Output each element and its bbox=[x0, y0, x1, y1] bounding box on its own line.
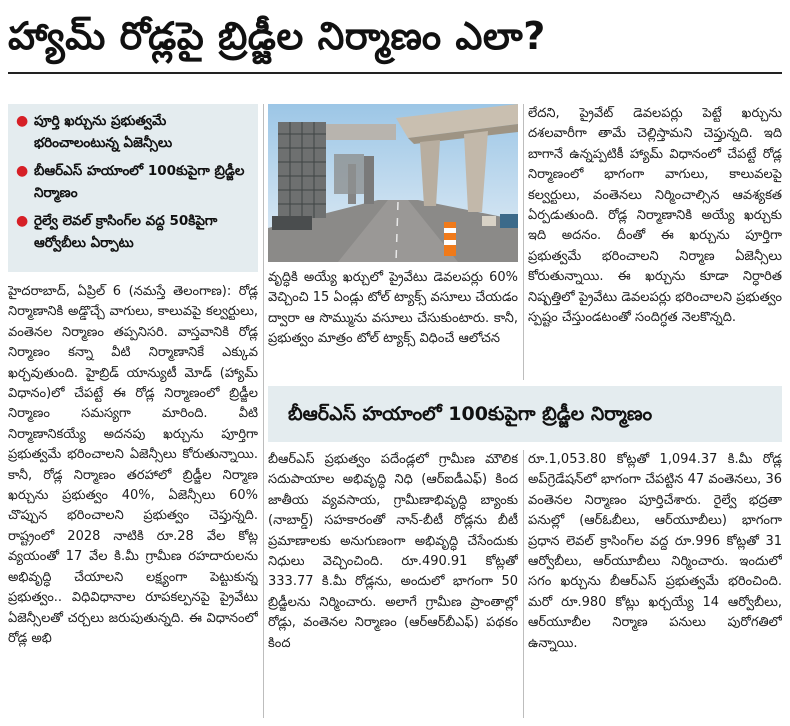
article-paragraph: రూ.1,053.80 కోట్లతో 1,094.37 కి.మీ రోడ్ల అప్‌గ్రెడేషన్‌లో భాగంగా చేపట్టిన 47 వంతెనలు, 36 వంతెనల నిర్మాణం పూర్తిచేశారు. రైల్వే భద్రతా పనుల్లో (ఆర్ఓబీలు, ఆర్‌యూబీలు) భాగంగా ప్రధాన లెవల్ క్రాసింగ్‌ల వద్ద రూ.996 కోట్లతో 31 ఆర్వోబీలు, ఆర్‌యూబీలు నిర్మించారు. ఇందులో సగం ఖర్చును బీఆర్ఎస్ ప్రభుత్వమే భరించింది. మరో రూ.980 కోట్లు ఖర్చయ్యే 14 ఆర్వోబీలు, ఆర్‌యూబీల నిర్మాణ పనులు పురోగతిలో ఉన్నాయి. bbox=[528, 452, 782, 651]
column-divider bbox=[523, 104, 524, 380]
article-column-2-bottom bbox=[268, 450, 518, 718]
highlight-text: బీఆర్ఎస్ హయాంలో 100కుపైగా బ్రిడ్జీల నిర్మాణం bbox=[34, 163, 245, 201]
column-divider bbox=[523, 450, 524, 718]
bullet-icon: ● bbox=[16, 163, 29, 179]
highlight-item bbox=[16, 110, 252, 154]
article-column-1 bbox=[8, 282, 258, 718]
flyover-illustration bbox=[268, 104, 518, 262]
highlights-box bbox=[8, 104, 258, 272]
highlight-item bbox=[16, 210, 252, 254]
highlight-text: రైల్వే లెవల్ క్రాసింగ్‌ల వద్ద 50కిపైగా ఆర్వోబీలు ఏర్పాటు bbox=[34, 213, 218, 251]
bullet-icon: ● bbox=[16, 213, 29, 229]
bridge-construction-photo bbox=[268, 104, 518, 262]
highlight-text: పూర్తి ఖర్చును ప్రభుత్వమే భరించాలంటున్న ఏజెన్సీలు bbox=[34, 113, 173, 151]
article-paragraph: వృద్ధికి అయ్యే ఖర్చులో ప్రైవేటు డెవలపర్లు 60% వెచ్చించి 15 ఏండ్లు టోల్ ట్యాక్స్ వసూలు చేయడం ద్వారా ఆ సొమ్మును వసూలు చేసుకుంటారు. కానీ, ప్రభుత్వం మాత్రం టోల్ ట్యాక్స్ విధించే ఆలోచన bbox=[268, 270, 518, 347]
article-column-3-bottom bbox=[528, 450, 782, 718]
section-subheading: బీఆర్ఎస్ హయాంలో 100కుపైగా బ్రిడ్జీల నిర్మాణం bbox=[268, 386, 782, 442]
bullet-icon: ● bbox=[16, 113, 29, 129]
article-paragraph: లేదని, ప్రైవేట్ డెవలపర్లు పెట్టే ఖర్చును దశలవారీగా తామే చెల్లిస్తామని చెప్తున్నది. ఇది బాగానే ఉన్నప్పటికీ హ్యామ్ విధానంలో చేపట్టే రోడ్ల నిర్మాణంలో భాగంగా వాగులు, కాలువలపై కల్వర్టులు, వంతెనలు నిర్మించాల్సిన ఆవశ్యకత ఏర్పడుతుంది. రోడ్ల నిర్మాణానికి అయ్యే ఖర్చుకు ఇది అదనం. దీంతో ఈ ఖర్చును పూర్తిగా ప్రభుత్వమే భరించాలని నిర్మాణ ఏజెన్సీలు కోరుతున్నాయి. ఈ ఖర్చును కూడా నిర్ధారిత నిష్పత్తిలో ప్రైవేటు డెవలపర్లు భరించాలని ప్రభుత్వం స్పష్టం చేస్తుండటంతో సందిగ్ధత నెలకొన్నది. bbox=[528, 106, 782, 326]
column-divider bbox=[263, 104, 264, 718]
highlight-item bbox=[16, 160, 252, 204]
headline-rule bbox=[8, 72, 782, 74]
article-column-3-top bbox=[528, 104, 782, 380]
article-paragraph: బీఆర్ఎస్ ప్రభుత్వం పదేండ్లలో గ్రామీణ మౌలిక సదుపాయాల అభివృద్ధి నిధి (ఆర్ఐడీఎఫ్) కింద జాతీయ వ్యవసాయ, గ్రామీణాభివృద్ధి బ్యాంకు (నాబార్డ్) సహకారంతో నాన్-బీటీ రోడ్లను బీటీ ప్రమాణాలకు అనుగుణంగా అభివృద్ధి చేసేందుకు నిధులు వెచ్చించింది. రూ.490.91 కోట్లతో 333.77 కి.మీ రోడ్లను, అందులో భాగంగా 50 బ్రిడ్జీలను నిర్మించారు. అలాగే గ్రామీణ ప్రాంతాల్లో రోడ్లు, వంతెనల నిర్మాణం (ఆర్ఆర్‌బీఎఫ్) పథకం కింద bbox=[268, 452, 518, 651]
headline: హ్యామ్ రోడ్లపై బ్రిడ్జీల నిర్మాణం ఎలా? bbox=[8, 14, 546, 58]
article-column-2-top bbox=[268, 268, 518, 380]
article-paragraph: హైదరాబాద్, ఏప్రిల్ 6 (నమస్తే తెలంగాణ): రోడ్ల నిర్మాణానికి అడ్డొచ్చే వాగులు, కాలువపై కల్వర్టులు, వంతెనల నిర్మాణం తప్పనిసరి. వాస్తవానికి రోడ్ల నిర్మాణం కన్నా వీటి నిర్మాణానికే ఎక్కువ ఖర్చవుతుంది. హైబ్రిడ్ యాన్యుటీ మోడ్ (హ్యామ్ విధానం)లో చేపట్టే ఈ రోడ్ల నిర్మాణంలో బ్రిడ్జీల నిర్మాణం సమస్యగా మారింది. వీటి నిర్మాణానికయ్యే అదనపు ఖర్చును పూర్తిగా ప్రభుత్వమే భరించాలని ఏజెన్సీలు కోరుతున్నాయి. కానీ, రోడ్ల నిర్మాణం తరహాలో బ్రిడ్జీల నిర్మాణ ఖర్చును ప్రభుత్వం 40%, ఏజెన్సీలు 60% చొప్పున భరించాలని ప్రభుత్వం చెప్తున్నది. రాష్ట్రంలో 2028 నాటికి రూ.28 వేల కోట్ల వ్యయంతో 17 వేల కి.మీ గ్రామీణ రహదారులను అభివృద్ధి చేయాలని లక్ష్యంగా పెట్టుకున్న ప్రభుత్వం.. విధివిధానాల రూపకల్పనపై ప్రైవేటు ఏజెన్సీలతో చర్చలు జరుపుతున్నది. ఈ విధానంలో రోడ్ల అభి bbox=[8, 284, 258, 646]
